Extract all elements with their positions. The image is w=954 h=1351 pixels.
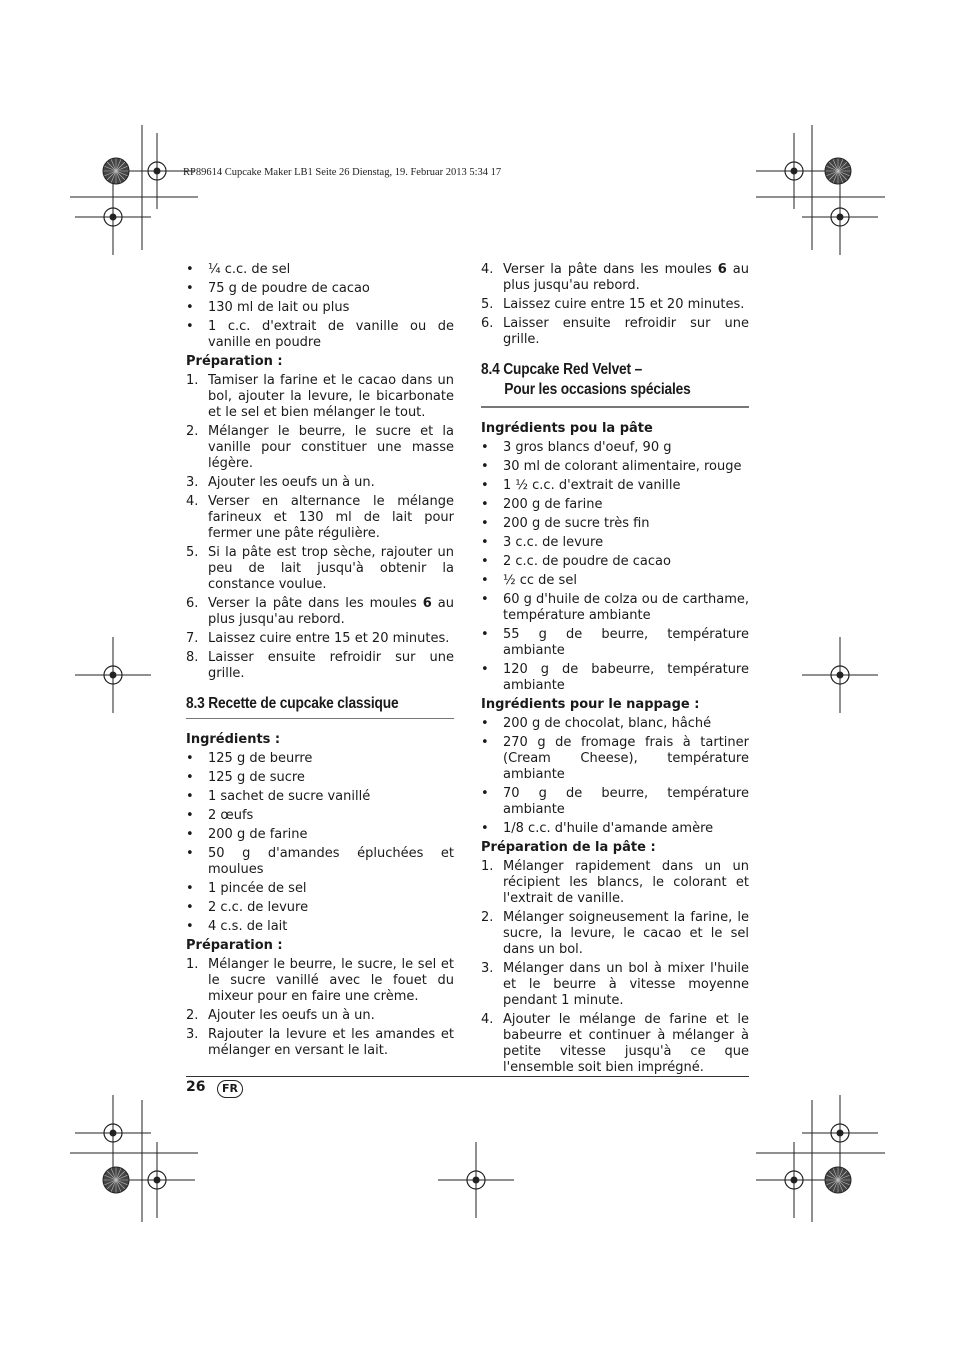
list-item: • 1/8 c.c. d'huile d'amande amère	[481, 821, 714, 836]
section-heading-line-1: 8.4 Cupcake Red Velvet –	[481, 361, 643, 378]
list-item: • 200 g de chocolat, blanc, hâché	[481, 716, 712, 731]
step-item: 1. Tamiser la farine et le cacao dans un bol, ajouter la levure, le bicarbonate et le sel et bien mélanger le tout.	[186, 373, 454, 420]
list-item: • 1 c.c. d'extrait de vanille ou de vanille en poudre	[186, 319, 454, 350]
section-heading-line-2: Pour les occasions spéciales	[504, 381, 691, 398]
step-item: 2. Mélanger le beurre, le sucre et la vanille pour constituer une masse légère.	[186, 424, 454, 471]
list-item: • 130 ml de lait ou plus	[186, 300, 350, 315]
step-item: 5. Si la pâte est trop sèche, rajouter un peu de lait jusqu'à obtenir la constance voulue.	[186, 545, 454, 592]
step-item: 5. Laissez cuire entre 15 et 20 minutes.	[481, 297, 745, 312]
footer-rule	[186, 1076, 749, 1077]
step-item: 1. Mélanger le beurre, le sucre, le sel et le sucre vanillé avec le fouet du mixeur pour en faire une crème.	[186, 957, 454, 1004]
dough-ingredients-label: Ingrédients pou la pâte	[481, 421, 653, 436]
step-item: 2. Ajouter les oeufs un à un.	[186, 1008, 375, 1023]
list-item: • 2 œufs	[186, 808, 254, 823]
step-item: 6. Verser la pâte dans les moules 6 au plus jusqu'au rebord.	[186, 596, 454, 627]
list-item: • 120 g de babeurre, température ambiante	[481, 662, 749, 693]
list-item: • 50 g d'amandes épluchées et moulues	[186, 846, 454, 877]
step-item: 3. Ajouter les oeufs un à un.	[186, 475, 375, 490]
ingredient-list	[481, 716, 749, 837]
preparation-steps	[481, 859, 749, 1076]
section-8-4	[481, 360, 749, 1076]
list-item: • 60 g d'huile de colza ou de carthame, température ambiante	[481, 592, 749, 623]
step-item: 3. Mélanger dans un bol à mixer l'huile et le beurre à vitesse moyenne pendant 1 minute.	[481, 961, 749, 1008]
list-item: • 1 ½ c.c. d'extrait de vanille	[481, 478, 681, 493]
list-item: • 3 gros blancs d'oeuf, 90 g	[481, 440, 672, 455]
preparation-label: Préparation :	[186, 354, 283, 369]
preparation-steps	[481, 262, 749, 348]
step-item: 4. Verser la pâte dans les moules 6 au plus jusqu'au rebord.	[481, 262, 749, 293]
left-column	[186, 262, 454, 1062]
step-item: 3. Rajouter la levure et les amandes et mélanger en versant le lait.	[186, 1027, 454, 1058]
list-item: • 2 c.c. de poudre de cacao	[481, 554, 671, 569]
section-8-3	[186, 694, 454, 1059]
step-item: 4. Verser en alternance le mélange farineux et 130 ml de lait pour fermer une pâte régulière.	[186, 494, 454, 541]
list-item: • 2 c.c. de levure	[186, 900, 309, 915]
step-item: 8. Laisser ensuite refroidir sur une grille.	[186, 650, 454, 681]
preparation-steps	[186, 957, 454, 1059]
list-item: • 200 g de farine	[481, 497, 603, 512]
list-item: • 200 g de sucre très fin	[481, 516, 650, 531]
list-item: • 75 g de poudre de cacao	[186, 281, 370, 296]
list-item: • 1 pincée de sel	[186, 881, 307, 896]
step-item: 4. Ajouter le mélange de farine et le babeurre et continuer à mélanger à petite vitesse jusqu'à ce que l'ensemble soit bien imprégné.	[481, 1012, 749, 1075]
list-item: • 30 ml de colorant alimentaire, rouge	[481, 459, 742, 474]
list-item: • 270 g de fromage frais à tartiner (Cream Cheese), température ambiante	[481, 735, 749, 782]
printer-slug-line: RP89614 Cupcake Maker LB1 Seite 26 Dienstag, 19. Februar 2013 5:34 17	[183, 167, 502, 178]
preparation-label: Préparation :	[186, 938, 283, 953]
list-item: • 55 g de beurre, température ambiante	[481, 627, 749, 658]
preparation-steps	[186, 373, 454, 682]
step-item: 2. Mélanger soigneusement la farine, le sucre, la levure, le cacao et le sel dans un bol.	[481, 910, 749, 957]
preparation-label: Préparation de la pâte :	[481, 840, 656, 855]
ingredient-list	[481, 440, 749, 694]
section-heading	[481, 360, 711, 400]
list-item: • ¼ c.c. de sel	[186, 262, 291, 277]
list-item: • ½ cc de sel	[481, 573, 577, 588]
ingredient-list	[186, 751, 454, 935]
list-item: • 1 sachet de sucre vanillé	[186, 789, 371, 804]
ingredients-label: Ingrédients :	[186, 732, 281, 747]
list-item: • 125 g de beurre	[186, 751, 313, 766]
step-item: 1. Mélanger rapidement dans un un récipient les blancs, le colorant et l'extrait de vanille.	[481, 859, 749, 906]
list-item: • 125 g de sucre	[186, 770, 305, 785]
section-heading: 8.3 Recette de cupcake classique	[186, 695, 399, 712]
list-item: • 4 c.s. de lait	[186, 919, 288, 934]
list-item: • 70 g de beurre, température ambiante	[481, 786, 749, 817]
page-number: 26	[186, 1079, 206, 1095]
ingredient-list	[186, 262, 454, 351]
step-item: 6. Laisser ensuite refroidir sur une grille.	[481, 316, 749, 347]
list-item: • 200 g de farine	[186, 827, 308, 842]
language-badge: FR	[217, 1080, 243, 1098]
topping-ingredients-label: Ingrédients pour le nappage :	[481, 697, 700, 712]
right-column	[481, 262, 749, 1079]
step-item: 7. Laissez cuire entre 15 et 20 minutes.	[186, 631, 450, 646]
list-item: • 3 c.c. de levure	[481, 535, 604, 550]
